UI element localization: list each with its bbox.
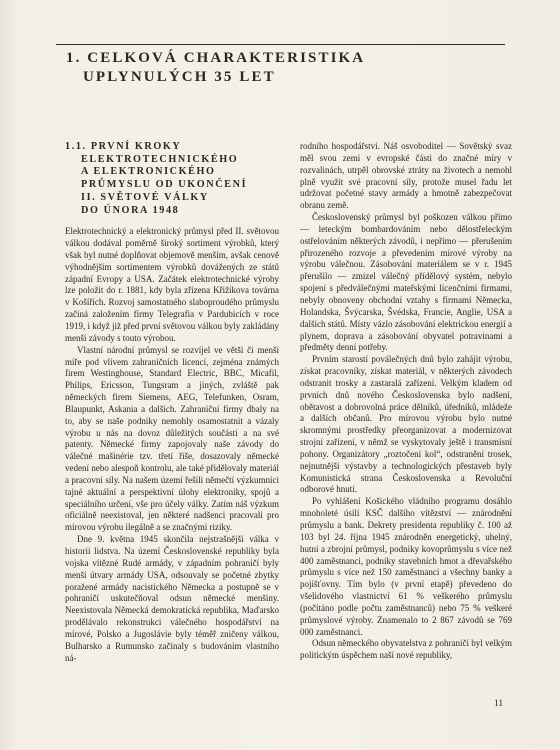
section-title-line: PRŮMYSLU OD UKONČENÍ: [81, 179, 248, 191]
paragraph: Dne 9. května 1945 skončila nejstrašnější válka v historii lidstva. Na území Československé republiky byla vojska vítězné Rudé armády, v západním pohraničí byly menší útvary armády USA, odsouvaly se početné zbytky poražené armády nacistického Německa a postupně se v pohraničí uskutečňoval odsun německé menšiny. Neexistovala Německá demokratická republika, Maďarsko prodělávalo rekonstrukci válečného hospodářství na mírové, Polsko a Jugoslávie byly téměř zničeny válkou, Bulharsko a Rumunsko začínaly s budováním vlastního ná-: [65, 534, 279, 663]
paragraph: Po vyhlášení Košického vládního programu dosáhlo mnoholeté úsilí KSČ dalšího vítězství — znárodnění průmyslu a bank. Dekrety presidenta republiky č. 100 až 103 byl 24. října 1945 znárodněn energetický, uhelný, hutní a zbrojní průmysl, podniky kovoprůmyslu s více než 400 zaměstnanci, podniky stavebních hmot a dřevařského průmyslu s více než 150 zaměstnanci a všechny banky a pojišťovny. Tím bylo (v první etapě) převedeno do všelidového vlastnictví 61 % veškerého průmyslu (počítáno podle počtu zaměstnanců) nebo 75 % veškeré průmyslové výroby. Znamenalo to 2 867 závodů se 769 000 zaměstnanci.: [300, 496, 512, 637]
section-title-line: 1.1. PRVNÍ KROKY: [65, 141, 182, 152]
right-column: [300, 141, 512, 662]
paragraph: Elektrotechnický a elektronický průmysl před II. světovou válkou dodával poměrně široký sortiment výrobků, který však byl nutné doplňovat objemově menším, avšak cenově výhodnějším sortimentem výrobků dovážených ze států západní Evropy a USA. Začátek elektrotechnické výroby lze položit do r. 1881, kdy byla zřízena Křižíkova továrna v Košířích. Rozvoj samostatného slaboproudého průmyslu začíná založením firmy Telegrafia v Pardubicích v roce 1919, i když již před první světovou válkou byly zakládány menší závody s touto výrobou.: [65, 226, 279, 343]
paragraph: Prvním starostí poválečných dnů bylo zahájit výrobu, získat pracovníky, získat materiál, v některých závodech odstranit trosky a zastaralá zařízení. Velkým kladem od prvních dnů nového Československa bylo nadšení, obětavost a dobrovolná práce dělníků, úředníků, mládeže a dalších občanů. Pro mírovou výrobu bylo nutné skromnými prostředky přeorganizovat a modernizovat strojní zařízení, v němž se vyskytovaly ještě i transmisní pohony. Organizátory „roztočení kol“, odstranění trosek, nejnutnější výstavby a technologických přestaveb byly Komunistická strana Československa a Revoluční odborové hnutí.: [300, 354, 512, 495]
section-title-line: ELEKTROTECHNICKÉHO: [81, 153, 239, 165]
section-title: [65, 141, 279, 217]
paragraph: Odsun německého obyvatelstva z pohraničí byl velkým politickým úspěchem naší nové republiky,: [300, 638, 512, 661]
section-title-line: A ELEKTRONICKÉHO: [81, 166, 216, 178]
chapter-title: [66, 49, 496, 87]
left-column: [65, 141, 279, 664]
section-title-line: DO ÚNORA 1948: [81, 204, 180, 216]
heading-rule: [56, 44, 505, 45]
chapter-title-line-1: 1. CELKOVÁ CHARAKTERISTIKA: [66, 50, 366, 66]
section-title-line: II. SVĚTOVÉ VÁLKY: [81, 191, 209, 203]
paragraph: Vlastní národní průmysl se rozvíjel ve větší či menší míře pod vlivem zahraničních licencí, zejména známých firem Westinghouse, Standard Electric, BBC, Micafil, Philips, Ericsson, Tungsram a jiných, zvláště pak německých firem Siemens, AEG, Telefunken, Osram, Blaupunkt, Askania a dalších. Zahraniční firmy dbaly na to, aby se naše podniky nemohly osamostatnit a vázaly výrobu u nás na dovoz důležitých součástí a na své patenty. Německé firmy zapojovaly naše závody do válečné mašinérie tzv. třetí říše, dosazovaly německé vedení nebo alespoň kontrolu, ale také přidělovaly materiál a pracovní síly. Na našem území řešili němečtí výzkumníci tajné aktuální a perspektivní úlohy elektroniky, spojů a speciálního určení, vše pro účely války. Zatím náš výzkum oficiálně neexistoval, jen některé nadšenci pracovali pro mírovou výrobu ilegálně a se značnými riziky.: [65, 344, 279, 533]
chapter-title-line-2: UPLYNULÝCH 35 LET: [83, 69, 276, 85]
paragraph: rodního hospodářství. Náš osvoboditel — Sovětský svaz měl svou zemi v evropské části do značné míry v rozvalinách, utrpěl obrovské ztráty na životech a nemohl plně využít své pracovní síly, protože musel řadu let udržovat početné stavy armády a hmotně zabezpečovat obranu země.: [300, 141, 512, 211]
page-number: 11: [494, 699, 504, 709]
paragraph: Československý průmysl byl poškozen válkou přímo — leteckým bombardováním nebo dělostřeleckým ostřelováním některých závodů, i nepřímo — přerušením přirozeného rozvoje a převedením mírové výroby na výrobu válečnou. Zásobování materiálem se v r. 1945 přerušilo — zmizel válečný přídělový systém, nebylo spojení s předválečnými mateřskými licenčními firmami, nebyly obnoveny obchodní vztahy s firmami Německa, Holandska, Švýcarska, Švédska, Francie, Anglie, USA a dalších států. Místy vázlo zásobování elektrickou energií a plynem, doprava a zásobování obyvatel potravinami a předměty denní potřeby.: [300, 212, 512, 353]
